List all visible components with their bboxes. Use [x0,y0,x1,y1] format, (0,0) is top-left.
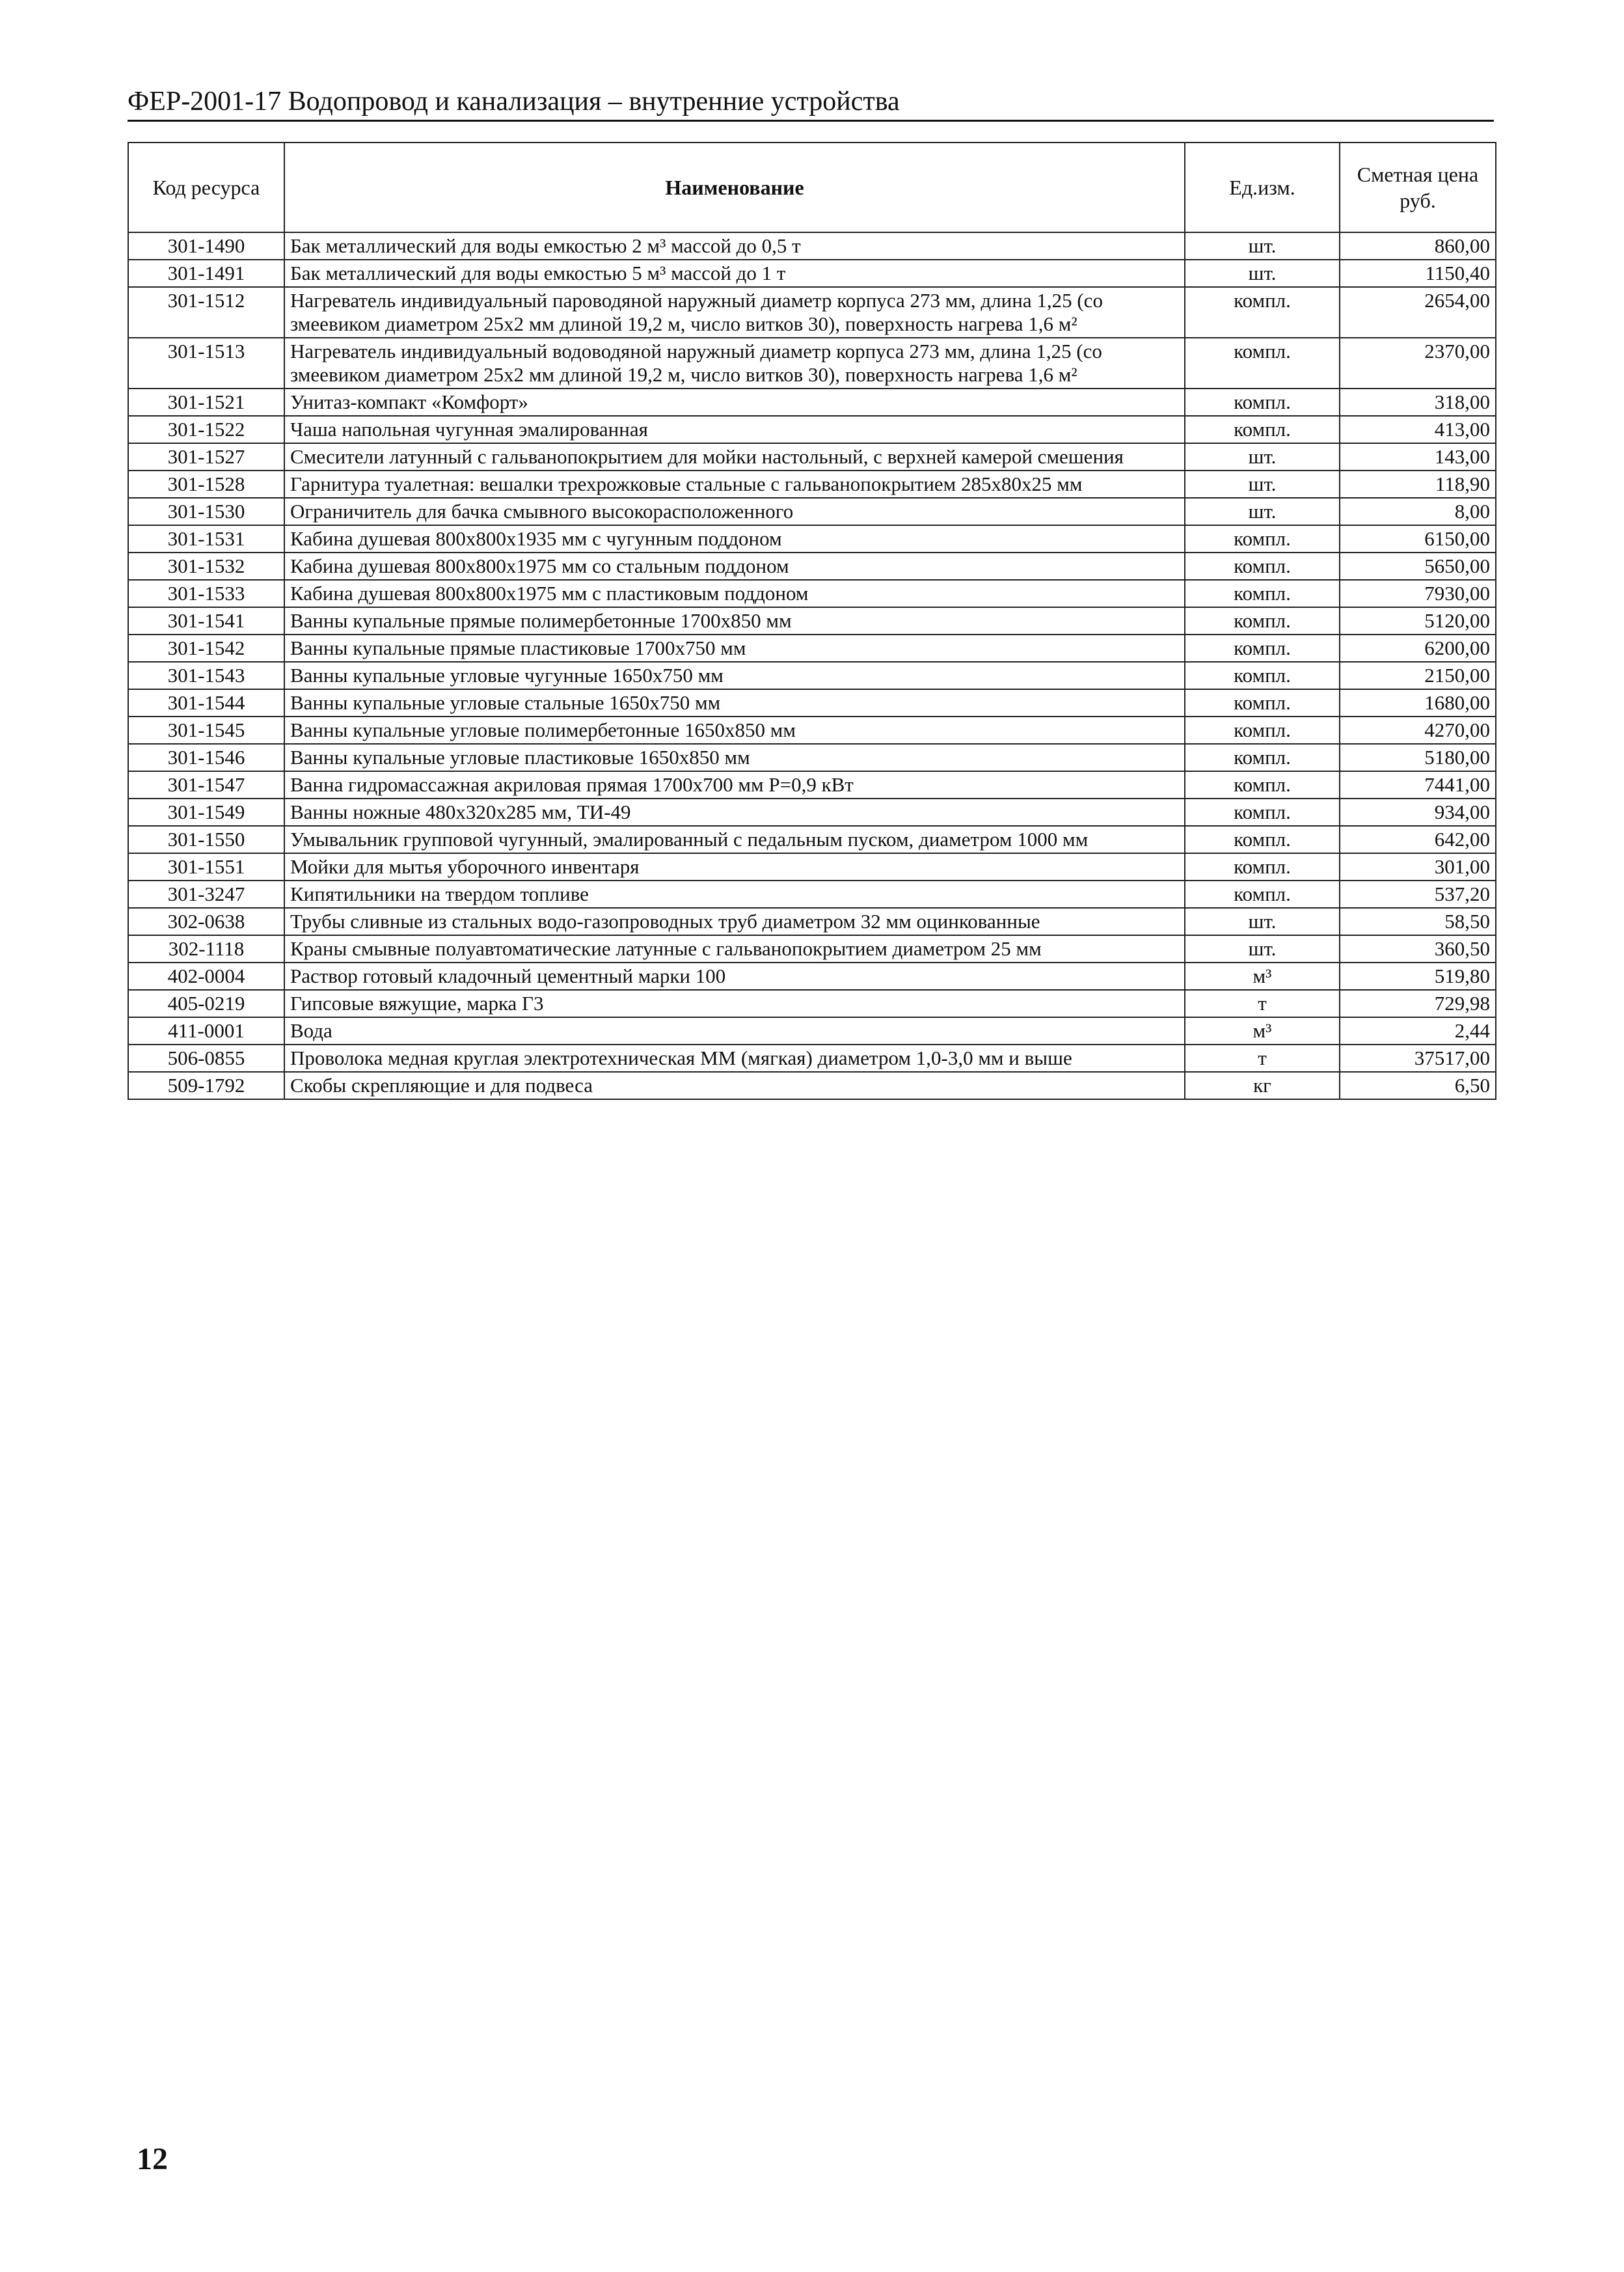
cell-code: 301-1551 [128,853,284,881]
cell-price: 301,00 [1340,853,1496,881]
cell-code: 301-1512 [128,287,284,338]
cell-price: 1150,40 [1340,260,1496,287]
cell-price: 5120,00 [1340,607,1496,635]
cell-price: 2370,00 [1340,338,1496,389]
cell-price: 318,00 [1340,389,1496,416]
column-header-name: Наименование [284,143,1185,232]
cell-unit: шт. [1185,935,1340,963]
cell-unit: компл. [1185,662,1340,689]
cell-price: 4270,00 [1340,717,1496,744]
cell-code: 301-1533 [128,580,284,607]
cell-name: Гипсовые вяжущие, марка Г3 [284,990,1185,1017]
cell-price: 413,00 [1340,416,1496,443]
cell-code: 301-1491 [128,260,284,287]
cell-code: 405-0219 [128,990,284,1017]
cell-name: Скобы скрепляющие и для подвеса [284,1072,1185,1099]
cell-name: Ванны купальные угловые пластиковые 1650х850 мм [284,744,1185,771]
cell-unit: компл. [1185,553,1340,580]
cell-code: 302-0638 [128,908,284,935]
cell-price: 729,98 [1340,990,1496,1017]
table-row [128,717,1496,744]
page-header: ФЕР-2001-17 Водопровод и канализация – внутренние устройства [128,86,1494,122]
cell-name: Чаша напольная чугунная эмалированная [284,416,1185,443]
cell-unit: шт. [1185,498,1340,525]
cell-name: Нагреватель индивидуальный водоводяной наружный диаметр корпуса 273 мм, длина 1,25 (со змеевиком диаметром 25х2 мм длиной 19,2 м, число витков 30), поверхность нагрева 1,6 м² [284,338,1185,389]
table-body [128,232,1496,1099]
cell-code: 301-1547 [128,771,284,799]
cell-code: 301-1544 [128,689,284,717]
cell-code: 301-1550 [128,826,284,853]
cell-unit: кг [1185,1072,1340,1099]
cell-unit: компл. [1185,416,1340,443]
cell-code: 509-1792 [128,1072,284,1099]
cell-name: Унитаз-компакт «Комфорт» [284,389,1185,416]
cell-price: 8,00 [1340,498,1496,525]
cell-price: 5180,00 [1340,744,1496,771]
cell-name: Кипятильники на твердом топливе [284,881,1185,908]
table-row [128,389,1496,416]
cell-unit: компл. [1185,689,1340,717]
cell-code: 301-1546 [128,744,284,771]
cell-name: Бак металлический для воды емкостью 2 м³ массой до 0,5 т [284,232,1185,260]
cell-name: Ванны купальные прямые полимербетонные 1700х850 мм [284,607,1185,635]
cell-code: 301-1527 [128,443,284,471]
cell-code: 301-1530 [128,498,284,525]
column-header-unit: Ед.изм. [1185,143,1340,232]
table-row [128,1045,1496,1072]
cell-unit: компл. [1185,799,1340,826]
cell-price: 7930,00 [1340,580,1496,607]
cell-unit: компл. [1185,771,1340,799]
cell-code: 506-0855 [128,1045,284,1072]
cell-unit: м³ [1185,963,1340,990]
cell-code: 402-0004 [128,963,284,990]
cell-price: 37517,00 [1340,1045,1496,1072]
table-row [128,498,1496,525]
cell-unit: шт. [1185,260,1340,287]
table-row [128,1072,1496,1099]
cell-price: 143,00 [1340,443,1496,471]
cell-name: Раствор готовый кладочный цементный марки 100 [284,963,1185,990]
cell-code: 301-1549 [128,799,284,826]
cell-price: 537,20 [1340,881,1496,908]
cell-name: Трубы сливные из стальных водо-газопроводных труб диаметром 32 мм оцинкованные [284,908,1185,935]
cell-name: Кабина душевая 800х800х1975 мм со стальным поддоном [284,553,1185,580]
cell-price: 2654,00 [1340,287,1496,338]
cell-code: 301-1541 [128,607,284,635]
cell-code: 301-1513 [128,338,284,389]
table-row [128,553,1496,580]
cell-unit: шт. [1185,232,1340,260]
table-row [128,826,1496,853]
cell-unit: шт. [1185,908,1340,935]
cell-name: Проволока медная круглая электротехническая ММ (мягкая) диаметром 1,0-3,0 мм и выше [284,1045,1185,1072]
table-row [128,881,1496,908]
cell-name: Гарнитура туалетная: вешалки трехрожковые стальные с гальванопокрытием 285х80х25 мм [284,471,1185,498]
cell-price: 1680,00 [1340,689,1496,717]
cell-unit: компл. [1185,287,1340,338]
cell-name: Нагреватель индивидуальный пароводяной наружный диаметр корпуса 273 мм, длина 1,25 (со змеевиком диаметром 25х2 мм длиной 19,2 м, число витков 30), поверхность нагрева 1,6 м² [284,287,1185,338]
cell-unit: компл. [1185,338,1340,389]
column-header-price: Сметная цена руб. [1340,143,1496,232]
table-row [128,1017,1496,1045]
table-row [128,525,1496,553]
cell-name: Смесители латунный с гальванопокрытием для мойки настольный, с верхней камерой смешения [284,443,1185,471]
table-row [128,607,1496,635]
cell-unit: компл. [1185,881,1340,908]
cell-code: 301-1543 [128,662,284,689]
cell-unit: компл. [1185,525,1340,553]
cell-name: Ванны купальные угловые чугунные 1650х750 мм [284,662,1185,689]
table-row [128,689,1496,717]
cell-name: Ванны купальные прямые пластиковые 1700х750 мм [284,635,1185,662]
table-row [128,935,1496,963]
cell-name: Ванны купальные угловые полимербетонные 1650х850 мм [284,717,1185,744]
cell-name: Ванна гидромассажная акриловая прямая 1700х700 мм Р=0,9 кВт [284,771,1185,799]
cell-code: 301-1542 [128,635,284,662]
cell-price: 2,44 [1340,1017,1496,1045]
cell-price: 6200,00 [1340,635,1496,662]
table-row [128,471,1496,498]
cell-unit: т [1185,990,1340,1017]
table-row [128,662,1496,689]
cell-unit: м³ [1185,1017,1340,1045]
cell-price: 6150,00 [1340,525,1496,553]
cell-name: Ванны ножные 480х320х285 мм, ТИ-49 [284,799,1185,826]
cell-code: 301-1531 [128,525,284,553]
cell-unit: компл. [1185,580,1340,607]
cell-price: 5650,00 [1340,553,1496,580]
cell-price: 860,00 [1340,232,1496,260]
cell-code: 301-1528 [128,471,284,498]
column-header-code: Код ресурса [128,143,284,232]
cell-name: Умывальник групповой чугунный, эмалированный с педальным пуском, диаметром 1000 мм [284,826,1185,853]
cell-price: 519,80 [1340,963,1496,990]
table-row [128,744,1496,771]
cell-price: 934,00 [1340,799,1496,826]
cell-unit: компл. [1185,853,1340,881]
cell-unit: т [1185,1045,1340,1072]
table-row [128,990,1496,1017]
cell-name: Ванны купальные угловые стальные 1650х750 мм [284,689,1185,717]
cell-code: 301-1521 [128,389,284,416]
cell-code: 411-0001 [128,1017,284,1045]
cell-unit: компл. [1185,607,1340,635]
cell-name: Кабина душевая 800х800х1935 мм с чугунным поддоном [284,525,1185,553]
cell-unit: шт. [1185,471,1340,498]
cell-code: 301-1490 [128,232,284,260]
table-row [128,443,1496,471]
cell-code: 302-1118 [128,935,284,963]
cell-price: 2150,00 [1340,662,1496,689]
cell-code: 301-1545 [128,717,284,744]
table-row [128,635,1496,662]
table-row [128,963,1496,990]
page-number: 12 [137,2142,168,2176]
cell-code: 301-1532 [128,553,284,580]
cell-price: 642,00 [1340,826,1496,853]
cell-unit: компл. [1185,826,1340,853]
cell-unit: компл. [1185,717,1340,744]
cell-code: 301-3247 [128,881,284,908]
cell-name: Ограничитель для бачка смывного высокорасположенного [284,498,1185,525]
cell-unit: компл. [1185,389,1340,416]
cell-price: 360,50 [1340,935,1496,963]
cell-name: Мойки для мытья уборочного инвентаря [284,853,1185,881]
table-row [128,416,1496,443]
cell-price: 7441,00 [1340,771,1496,799]
table-header-row [128,143,1496,232]
cell-code: 301-1522 [128,416,284,443]
table-row [128,799,1496,826]
table-row [128,853,1496,881]
cell-price: 58,50 [1340,908,1496,935]
resources-table [128,142,1496,1100]
cell-name: Кабина душевая 800х800х1975 мм с пластиковым поддоном [284,580,1185,607]
table-row [128,580,1496,607]
table-row [128,260,1496,287]
table-row [128,287,1496,338]
cell-name: Краны смывные полуавтоматические латунные с гальванопокрытием диаметром 25 мм [284,935,1185,963]
table-row [128,232,1496,260]
cell-name: Бак металлический для воды емкостью 5 м³ массой до 1 т [284,260,1185,287]
cell-unit: шт. [1185,443,1340,471]
table-row [128,908,1496,935]
cell-unit: компл. [1185,635,1340,662]
cell-name: Вода [284,1017,1185,1045]
cell-price: 118,90 [1340,471,1496,498]
cell-price: 6,50 [1340,1072,1496,1099]
table-row [128,338,1496,389]
table-row [128,771,1496,799]
cell-unit: компл. [1185,744,1340,771]
